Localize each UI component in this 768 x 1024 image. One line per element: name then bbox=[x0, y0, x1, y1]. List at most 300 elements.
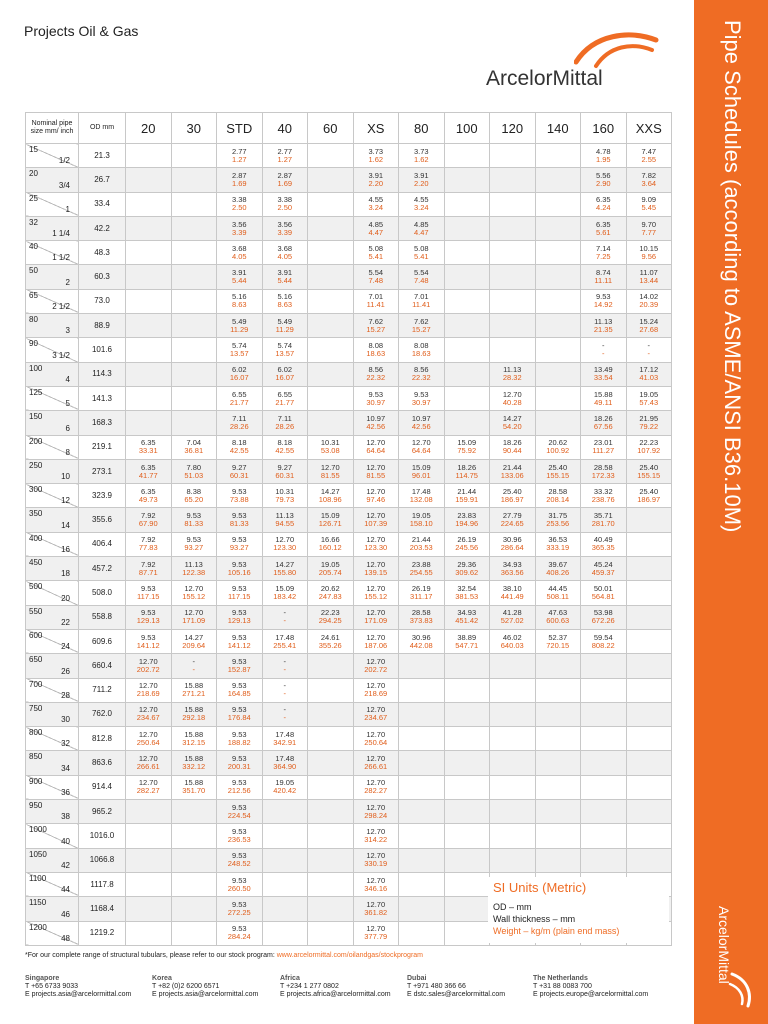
schedule-cell bbox=[217, 872, 263, 896]
weight: 16.07 bbox=[229, 373, 249, 383]
schedule-cell bbox=[217, 386, 263, 410]
schedule-cell bbox=[626, 144, 672, 168]
weight: 361.82 bbox=[364, 907, 388, 917]
schedule-cell bbox=[126, 702, 172, 726]
schedule-cell bbox=[126, 897, 172, 921]
schedule-cell bbox=[171, 241, 217, 265]
schedule-cell bbox=[217, 362, 263, 386]
schedule-cell bbox=[444, 338, 490, 362]
nominal-mm: 65 bbox=[29, 290, 38, 300]
schedule-cell bbox=[581, 508, 627, 532]
weight: 224.54 bbox=[227, 810, 251, 820]
weight: 4.05 bbox=[231, 251, 247, 261]
schedule-cell bbox=[535, 654, 581, 678]
weight: 65.20 bbox=[184, 494, 204, 504]
weight: 254.55 bbox=[409, 567, 433, 577]
wall-thickness: 15.09 bbox=[320, 511, 340, 521]
nominal-inch: 40 bbox=[61, 836, 70, 846]
nominal-mm: 15 bbox=[29, 145, 38, 154]
schedule-cell bbox=[399, 557, 445, 581]
weight: 30.97 bbox=[411, 397, 431, 407]
weight: 96.01 bbox=[411, 470, 431, 480]
wall-thickness: 3.91 bbox=[231, 268, 247, 278]
table-row bbox=[26, 144, 672, 168]
schedule-cell bbox=[308, 314, 354, 338]
weight: 342.91 bbox=[273, 737, 297, 747]
wall-thickness: 7.11 bbox=[232, 413, 247, 423]
wall-thickness: 9.53 bbox=[140, 583, 156, 593]
schedule-cell bbox=[581, 484, 627, 508]
weight: 363.56 bbox=[500, 567, 524, 577]
weight: 420.42 bbox=[273, 786, 297, 796]
header-schedule-120: 120 bbox=[490, 113, 536, 144]
table-row bbox=[26, 411, 672, 435]
wall-thickness: 12.70 bbox=[502, 389, 522, 399]
wall-thickness: 12.70 bbox=[366, 462, 386, 472]
weight: 205.74 bbox=[318, 567, 342, 577]
weight: 172.33 bbox=[591, 470, 615, 480]
schedule-cell bbox=[490, 216, 536, 240]
wall-thickness: 2.77 bbox=[277, 146, 293, 156]
schedule-cell bbox=[353, 897, 399, 921]
wall-thickness: 12.70 bbox=[366, 535, 386, 545]
wall-thickness: 5.16 bbox=[277, 292, 293, 302]
schedule-cell bbox=[126, 824, 172, 848]
wall-thickness: 28.58 bbox=[411, 608, 431, 618]
wall-thickness: 10.31 bbox=[320, 438, 340, 448]
schedule-cell bbox=[581, 265, 627, 289]
schedule-cell bbox=[308, 872, 354, 896]
schedule-cell bbox=[490, 289, 536, 313]
wall-thickness: 22.23 bbox=[639, 438, 659, 448]
nominal-mm: 250 bbox=[29, 460, 43, 470]
wall-thickness: - bbox=[647, 341, 650, 351]
schedule-cell bbox=[399, 800, 445, 824]
wall-thickness: 6.55 bbox=[277, 389, 293, 399]
weight: 60.31 bbox=[229, 470, 249, 480]
schedule-cell bbox=[262, 605, 308, 629]
weight: 294.25 bbox=[318, 616, 342, 626]
wall-thickness: 9.53 bbox=[231, 875, 247, 885]
schedule-cell bbox=[308, 727, 354, 751]
schedule-cell bbox=[308, 824, 354, 848]
office-city: Dubai bbox=[407, 975, 427, 982]
schedule-cell bbox=[535, 338, 581, 362]
schedule-cell bbox=[581, 800, 627, 824]
wall-thickness: 19.05 bbox=[639, 389, 659, 399]
schedule-cell bbox=[353, 872, 399, 896]
header-schedule-100: 100 bbox=[444, 113, 490, 144]
schedule-cell bbox=[581, 386, 627, 410]
schedule-cell bbox=[444, 484, 490, 508]
wall-thickness: 12.70 bbox=[138, 729, 158, 739]
wall-thickness: 6.35 bbox=[140, 486, 156, 496]
header-schedule-40: 40 bbox=[262, 113, 308, 144]
weight: 1.27 bbox=[231, 154, 247, 164]
wall-thickness: 14.27 bbox=[320, 486, 340, 496]
schedule-cell bbox=[217, 678, 263, 702]
weight: 33.31 bbox=[138, 446, 158, 456]
wall-thickness: 29.36 bbox=[457, 559, 477, 569]
weight: - bbox=[647, 349, 650, 359]
schedule-cell bbox=[581, 751, 627, 775]
wall-thickness: 17.48 bbox=[411, 486, 431, 496]
weight: 330.19 bbox=[364, 859, 388, 869]
weight: 20.39 bbox=[639, 300, 659, 310]
weight: 248.52 bbox=[227, 859, 251, 869]
schedule-cell bbox=[126, 581, 172, 605]
wall-thickness: 21.95 bbox=[639, 413, 659, 423]
weight: 284.24 bbox=[227, 932, 251, 942]
weight: 3.64 bbox=[641, 178, 657, 188]
schedule-cell bbox=[171, 411, 217, 435]
schedule-cell bbox=[262, 144, 308, 168]
schedule-cell bbox=[490, 435, 536, 459]
weight: 7.48 bbox=[368, 276, 384, 286]
weight: 155.15 bbox=[637, 470, 661, 480]
wall-thickness: 22.23 bbox=[320, 608, 340, 618]
schedule-cell bbox=[626, 241, 672, 265]
wall-thickness: 9.53 bbox=[231, 632, 247, 642]
schedule-cell bbox=[308, 338, 354, 362]
od-cell: 323.9 bbox=[79, 484, 126, 508]
weight: 42.56 bbox=[411, 421, 431, 431]
nominal-size-cell bbox=[26, 411, 79, 435]
schedule-cell bbox=[626, 314, 672, 338]
weight: 3.24 bbox=[368, 203, 384, 213]
wall-thickness: 36.53 bbox=[548, 535, 568, 545]
wall-thickness: 5.54 bbox=[368, 268, 384, 278]
schedule-cell bbox=[490, 532, 536, 556]
schedule-cell bbox=[581, 581, 627, 605]
weight: 5.44 bbox=[231, 276, 247, 286]
wall-thickness: 15.09 bbox=[275, 583, 295, 593]
nominal-mm: 700 bbox=[29, 679, 43, 689]
schedule-cell bbox=[581, 775, 627, 799]
weight: - bbox=[283, 616, 286, 626]
weight: 212.56 bbox=[227, 786, 251, 796]
schedule-cell bbox=[399, 702, 445, 726]
weight: 2.55 bbox=[641, 154, 657, 164]
wall-thickness: 41.28 bbox=[502, 608, 522, 618]
schedule-cell bbox=[581, 362, 627, 386]
wall-thickness: 6.02 bbox=[277, 365, 293, 375]
schedule-cell bbox=[353, 678, 399, 702]
schedule-cell bbox=[399, 897, 445, 921]
od-cell: 114.3 bbox=[79, 362, 126, 386]
schedule-cell bbox=[262, 581, 308, 605]
schedule-cell bbox=[126, 459, 172, 483]
wall-thickness: 3.38 bbox=[277, 195, 293, 205]
weight: 13.57 bbox=[229, 349, 249, 359]
weight: 365.35 bbox=[591, 543, 615, 553]
header-nominal-size: Nominal pipe size mm/ inch bbox=[26, 113, 79, 144]
schedule-cell bbox=[171, 386, 217, 410]
wall-thickness: 9.70 bbox=[641, 219, 657, 229]
wall-thickness: 7.04 bbox=[186, 438, 202, 448]
schedule-cell bbox=[399, 921, 445, 945]
schedule-cell bbox=[262, 848, 308, 872]
wall-thickness: 23.01 bbox=[593, 438, 613, 448]
schedule-cell bbox=[126, 557, 172, 581]
weight: 208.14 bbox=[546, 494, 570, 504]
table-row bbox=[26, 800, 672, 824]
wall-thickness: 21.44 bbox=[502, 462, 522, 472]
weight: 298.24 bbox=[364, 810, 388, 820]
wall-thickness: 9.53 bbox=[231, 559, 247, 569]
weight: 126.71 bbox=[318, 519, 342, 529]
table-row bbox=[26, 727, 672, 751]
weight: 309.62 bbox=[455, 567, 479, 577]
schedule-cell bbox=[308, 216, 354, 240]
weight: 117.15 bbox=[137, 591, 160, 601]
schedule-cell bbox=[399, 727, 445, 751]
weight: 282.27 bbox=[136, 786, 160, 796]
nominal-size-cell bbox=[26, 702, 79, 726]
nominal-inch: 20 bbox=[61, 593, 70, 603]
schedule-cell bbox=[444, 654, 490, 678]
weight: 94.55 bbox=[275, 519, 295, 529]
schedule-cell bbox=[490, 824, 536, 848]
table-row bbox=[26, 532, 672, 556]
office-email[interactable]: E projects.africa@arcelormittal.com bbox=[280, 991, 391, 998]
wall-thickness: 18.26 bbox=[457, 462, 477, 472]
nominal-inch: 34 bbox=[61, 763, 70, 773]
od-cell: 863.6 bbox=[79, 751, 126, 775]
wall-thickness: 9.53 bbox=[231, 754, 247, 764]
footnote-text: *For our complete range of structural tubulars, please refer to our stock program: bbox=[25, 952, 277, 959]
nominal-inch: 5 bbox=[65, 399, 70, 409]
schedule-cell bbox=[353, 800, 399, 824]
schedule-cell bbox=[399, 265, 445, 289]
weight: 22.32 bbox=[411, 373, 431, 383]
schedule-cell bbox=[581, 727, 627, 751]
schedule-cell bbox=[399, 751, 445, 775]
wall-thickness: 6.35 bbox=[595, 195, 611, 205]
weight: 271.21 bbox=[182, 689, 206, 699]
header-schedule-xs: XS bbox=[353, 113, 399, 144]
schedule-cell bbox=[444, 629, 490, 653]
schedule-cell bbox=[262, 800, 308, 824]
schedule-cell bbox=[308, 775, 354, 799]
weight: 141.12 bbox=[136, 640, 160, 650]
table-row bbox=[26, 386, 672, 410]
wall-thickness: 5.54 bbox=[413, 268, 429, 278]
schedule-cell bbox=[217, 508, 263, 532]
table-row bbox=[26, 775, 672, 799]
schedule-cell bbox=[126, 289, 172, 313]
nominal-mm: 80 bbox=[29, 315, 38, 325]
schedule-cell bbox=[171, 168, 217, 192]
schedule-cell bbox=[217, 557, 263, 581]
wall-thickness: 34.93 bbox=[502, 559, 522, 569]
schedule-cell bbox=[262, 654, 308, 678]
wall-thickness: 17.48 bbox=[275, 729, 295, 739]
schedule-cell bbox=[126, 484, 172, 508]
schedule-cell bbox=[535, 848, 581, 872]
nominal-inch: 2 1/2 bbox=[52, 302, 70, 312]
office-email[interactable]: E dstc.sales@arcelormittal.com bbox=[407, 991, 506, 998]
nominal-mm: 50 bbox=[29, 266, 38, 276]
schedule-cell bbox=[626, 216, 672, 240]
wall-thickness: 12.70 bbox=[366, 511, 386, 521]
wall-thickness: 28.58 bbox=[593, 462, 613, 472]
nominal-size-cell bbox=[26, 557, 79, 581]
od-cell: 1117.8 bbox=[79, 872, 126, 896]
schedule-cell bbox=[171, 484, 217, 508]
weight: 64.64 bbox=[366, 446, 386, 456]
nominal-mm: 20 bbox=[29, 169, 38, 179]
weight: 218.69 bbox=[364, 689, 388, 699]
schedule-cell bbox=[217, 265, 263, 289]
schedule-cell bbox=[353, 289, 399, 313]
wall-thickness: 12.70 bbox=[366, 851, 386, 861]
weight: 16.07 bbox=[275, 373, 295, 383]
weight: 260.50 bbox=[227, 883, 251, 893]
schedule-cell bbox=[399, 216, 445, 240]
schedule-cell bbox=[217, 824, 263, 848]
schedule-cell bbox=[308, 508, 354, 532]
nominal-size-cell bbox=[26, 314, 79, 338]
office-email[interactable]: E projects.europe@arcelormittal.com bbox=[533, 991, 649, 998]
schedule-cell bbox=[353, 727, 399, 751]
wall-thickness: 47.63 bbox=[548, 608, 568, 618]
office-email[interactable]: E projects.asia@arcelormittal.com bbox=[25, 991, 132, 998]
wall-thickness: 2.87 bbox=[231, 170, 247, 180]
wall-thickness: 2.77 bbox=[231, 146, 247, 156]
wall-thickness: 18.26 bbox=[593, 413, 613, 423]
table-row bbox=[26, 216, 672, 240]
schedule-cell bbox=[535, 362, 581, 386]
weight: 117.15 bbox=[228, 591, 251, 601]
wall-thickness: 3.68 bbox=[277, 243, 293, 253]
weight: 97.46 bbox=[366, 494, 386, 504]
schedule-cell bbox=[126, 800, 172, 824]
schedule-cell bbox=[126, 751, 172, 775]
wall-thickness: 12.70 bbox=[366, 438, 386, 448]
od-cell: 88.9 bbox=[79, 314, 126, 338]
nominal-inch: 1/2 bbox=[58, 156, 70, 166]
weight: 600.63 bbox=[546, 616, 570, 626]
nominal-size-cell bbox=[26, 921, 79, 945]
nominal-size-cell bbox=[26, 751, 79, 775]
header-schedule-20: 20 bbox=[126, 113, 172, 144]
wall-thickness: 9.53 bbox=[413, 389, 429, 399]
weight: 5.41 bbox=[368, 251, 384, 261]
wall-thickness: 7.14 bbox=[595, 243, 611, 253]
si-weight-unit: Weight – kg/m (plain end mass) bbox=[493, 926, 620, 936]
schedule-cell bbox=[262, 727, 308, 751]
weight: 7.25 bbox=[595, 251, 611, 261]
weight: 286.64 bbox=[500, 543, 524, 553]
nominal-inch: 12 bbox=[61, 496, 70, 506]
weight: 5.44 bbox=[277, 276, 293, 286]
schedule-cell bbox=[171, 800, 217, 824]
schedule-cell bbox=[490, 241, 536, 265]
wall-thickness: 59.54 bbox=[593, 632, 613, 642]
weight: 7.77 bbox=[641, 227, 657, 237]
schedule-cell bbox=[353, 484, 399, 508]
wall-thickness: 9.53 bbox=[231, 511, 247, 521]
schedule-cell bbox=[308, 289, 354, 313]
schedule-cell bbox=[126, 338, 172, 362]
schedule-cell bbox=[353, 508, 399, 532]
weight: 111.27 bbox=[592, 446, 615, 456]
schedule-cell bbox=[353, 144, 399, 168]
table-row bbox=[26, 824, 672, 848]
schedule-cell bbox=[399, 168, 445, 192]
page-title: Projects Oil & Gas bbox=[24, 23, 139, 39]
schedule-cell bbox=[308, 265, 354, 289]
schedule-cell bbox=[353, 921, 399, 945]
od-cell: 273.1 bbox=[79, 459, 126, 483]
schedule-cell bbox=[490, 459, 536, 483]
schedule-cell bbox=[171, 678, 217, 702]
schedule-cell bbox=[490, 168, 536, 192]
weight: 107.39 bbox=[364, 519, 388, 529]
od-cell: 558.8 bbox=[79, 605, 126, 629]
header-schedule-60: 60 bbox=[308, 113, 354, 144]
wall-thickness: 23.88 bbox=[411, 559, 431, 569]
office-email[interactable]: E projects.asia@arcelormittal.com bbox=[152, 991, 259, 998]
schedule-cell bbox=[490, 411, 536, 435]
nominal-size-cell bbox=[26, 532, 79, 556]
wall-thickness: 14.27 bbox=[502, 413, 522, 423]
wall-thickness: 12.70 bbox=[366, 754, 386, 764]
schedule-cell bbox=[217, 168, 263, 192]
nominal-mm: 650 bbox=[29, 655, 43, 665]
stock-program-link[interactable]: www.arcelormittal.com/oilandgas/stockprogram bbox=[276, 952, 424, 959]
wall-thickness: 9.53 bbox=[140, 632, 156, 642]
weight: 11.29 bbox=[230, 324, 249, 334]
office-city: Korea bbox=[152, 975, 172, 982]
schedule-cell bbox=[171, 897, 217, 921]
wall-thickness: 27.79 bbox=[502, 511, 522, 521]
weight: 51.03 bbox=[184, 470, 204, 480]
weight: 160.12 bbox=[318, 543, 342, 553]
schedule-cell bbox=[490, 581, 536, 605]
wall-thickness: 12.70 bbox=[275, 535, 295, 545]
schedule-cell bbox=[217, 581, 263, 605]
schedule-cell bbox=[444, 362, 490, 386]
schedule-cell bbox=[126, 532, 172, 556]
schedule-cell bbox=[535, 411, 581, 435]
nominal-mm: 200 bbox=[29, 436, 43, 446]
schedule-cell bbox=[262, 897, 308, 921]
nominal-inch: 42 bbox=[61, 860, 70, 870]
wall-thickness: 12.70 bbox=[411, 438, 431, 448]
schedule-cell bbox=[490, 678, 536, 702]
schedule-cell bbox=[626, 289, 672, 313]
weight: 15.27 bbox=[366, 324, 386, 334]
schedule-cell bbox=[171, 435, 217, 459]
nominal-inch: 10 bbox=[61, 472, 70, 482]
schedule-cell bbox=[490, 702, 536, 726]
table-row bbox=[26, 678, 672, 702]
schedule-cell bbox=[171, 508, 217, 532]
nominal-mm: 350 bbox=[29, 509, 43, 519]
pipe-schedule-table bbox=[25, 112, 672, 946]
wall-thickness: 9.53 bbox=[231, 826, 247, 836]
schedule-cell bbox=[126, 241, 172, 265]
weight: 459.37 bbox=[591, 567, 615, 577]
weight: 60.31 bbox=[275, 470, 295, 480]
weight: 200.31 bbox=[227, 762, 251, 772]
weight: 90.44 bbox=[502, 446, 522, 456]
weight: 41.03 bbox=[639, 373, 659, 383]
schedule-cell bbox=[126, 168, 172, 192]
schedule-cell bbox=[399, 484, 445, 508]
